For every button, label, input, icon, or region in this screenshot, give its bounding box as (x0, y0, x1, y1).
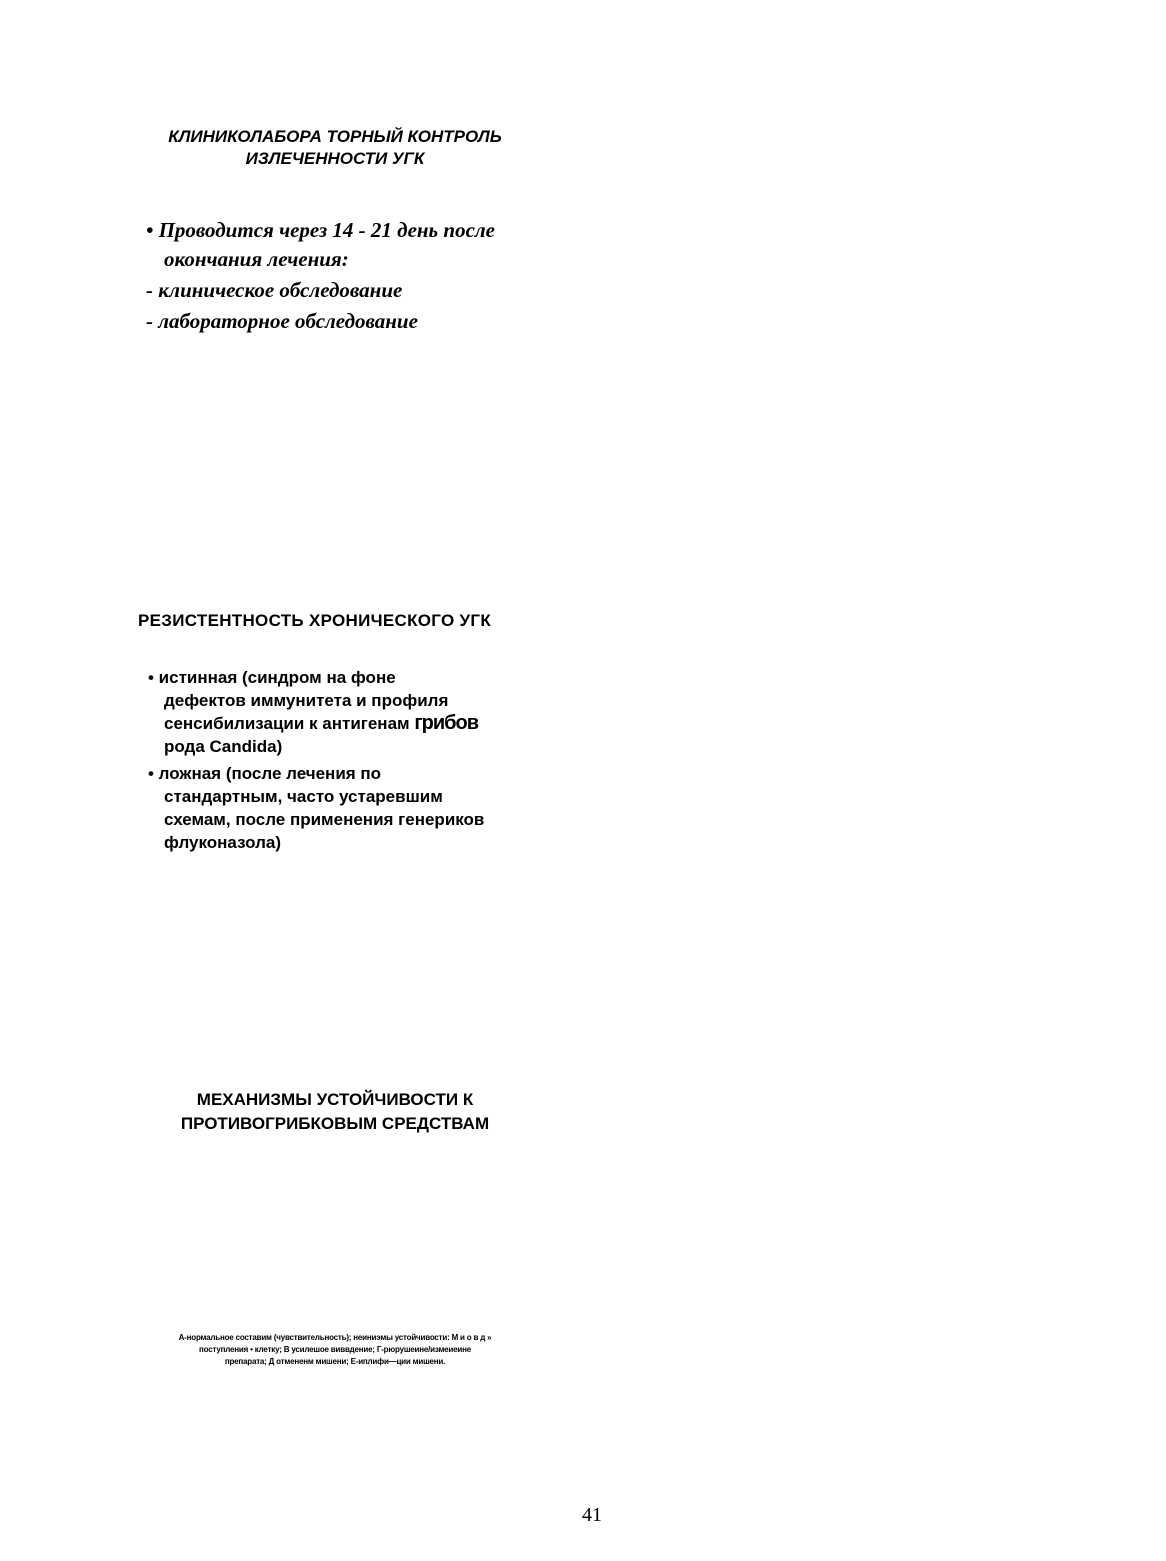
slide2-item-line: схемам, после применения генериков (164, 810, 485, 829)
slide2-title: РЕЗИСТЕНТНОСТЬ ХРОНИЧЕСКОГО УГК (138, 611, 492, 630)
page-number: 41 (582, 1504, 602, 1526)
slide3-caption-line: препарата; Д отмененм мишени; Е-иплифи—ции мишени. (224, 1357, 446, 1366)
slide1-title-line: ИЗЛЕЧЕННОСТИ УГК (245, 149, 425, 168)
slide1-title-line: КЛИНИКОЛАБОРА ТОРНЫЙ КОНТРОЛЬ (168, 127, 502, 146)
slide1-body (146, 216, 566, 336)
slide3-title-line: МЕХАНИЗМЫ УСТОЙЧИВОСТИ К (196, 1090, 474, 1109)
slide3-caption-line: А-нормальное составим (чувствительность); неиниэмы устойчивости: М и о в д » (178, 1333, 492, 1342)
slide1-title (120, 126, 550, 170)
slide1-bullet-line: • Проводится через 14 - 21 день после (146, 218, 496, 242)
slide1-bullet-line: окончания лечения: (164, 247, 349, 271)
slide3-caption-line: поступления • клетку; В усилешое виввдение; Г-рюрушеине/измеиеине (199, 1345, 471, 1354)
slide2-item-text-large: грибов (414, 712, 479, 734)
slide2-item-line: стандартным, часто устаревшим (164, 787, 443, 806)
slide2-item-line: • ложная (после лечения по (148, 764, 382, 783)
slide2-body (148, 666, 568, 854)
slide2-item-line: дефектов иммунитета и профиля (164, 691, 449, 710)
slide2-item-line: • истинная (синдром на фоне (148, 668, 396, 687)
slide2-item-line (148, 712, 568, 735)
slide2-item-line: флуконазола) (164, 833, 281, 852)
slide1-dash-item: - лабораторное обследование (146, 309, 418, 333)
slide1-dash-item: - клиническое обследование (146, 278, 403, 302)
slide3-title (120, 1088, 550, 1136)
slide3-title-line: ПРОТИВОГРИБКОВЫМ СРЕДСТВАМ (180, 1114, 490, 1133)
slide2-item-text: сенсибилизации к антигенам (164, 714, 415, 733)
slide2-item-line: рода Candida) (164, 737, 283, 756)
slide3-caption (120, 1332, 550, 1368)
